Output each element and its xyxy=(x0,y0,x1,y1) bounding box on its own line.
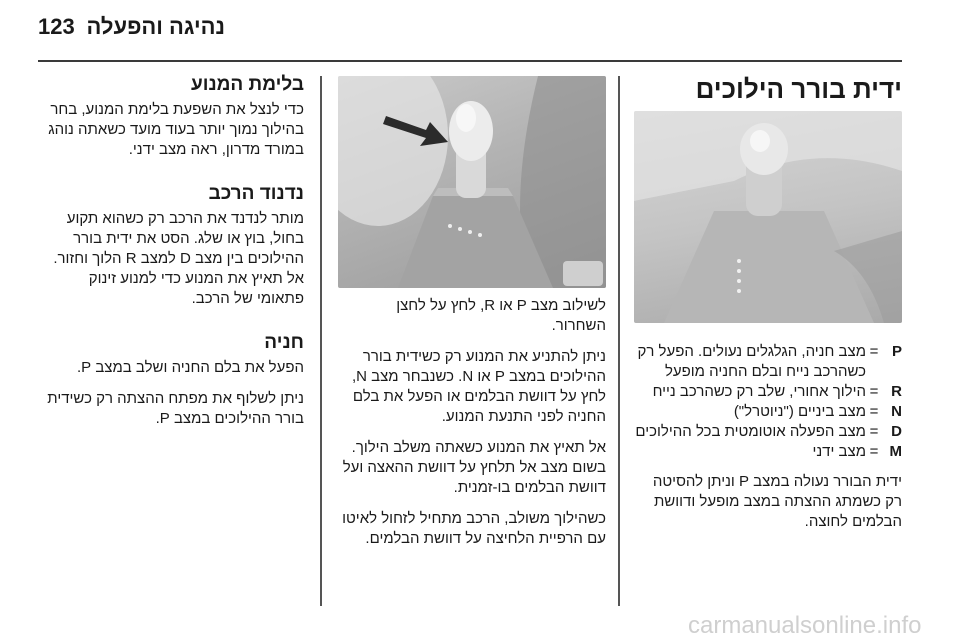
column-divider-left xyxy=(320,76,322,606)
gear-key: P xyxy=(891,343,902,360)
paragraph-creep: כשהילוך משולב, הרכב מתחיל לזחול לאיטו עם הרפיית הלחיצה על דוושת הבלמים. xyxy=(342,510,606,547)
page-number: 123 xyxy=(38,14,75,39)
gear-position-item: P = מצב חניה, הגלגלים נעולים. הפעל רק כשהרכב נייח ובלם החניה מופעל xyxy=(634,342,902,382)
paragraph-selector-lock: ידית הבורר נעולה במצב P וניתן להסיטה רק כשמתג ההצתה במצב מופעל ודוושת הבלמים לחוצה. xyxy=(652,473,902,530)
paragraph-no-acceleration: אל תאיץ את המנוע כשאתה משלב הילוך. בשום מצב אל תלחץ על דוושת ההאצה ועל דוושת הבלמים בו-זמנית. xyxy=(342,439,606,496)
gear-key: N xyxy=(891,403,902,420)
gear-selector-photo xyxy=(634,111,902,323)
gear-position-list xyxy=(634,342,902,462)
middle-column-text xyxy=(338,296,606,560)
shifter-release-button-photo xyxy=(338,76,606,288)
gear-description: מצב ביניים ("ניוטרל") xyxy=(733,403,866,420)
column-divider-right xyxy=(618,76,620,606)
right-column xyxy=(634,74,902,114)
gear-positions-block xyxy=(634,334,902,543)
header-rule xyxy=(38,60,902,62)
heading-rocking: נדנוד הרכב xyxy=(208,183,304,204)
gear-position-item: D = מצב הפעלה אוטומטית בכל ההילוכים xyxy=(635,423,902,440)
gear-position-item: N = מצב ביניים ("ניוטרל") xyxy=(634,402,902,422)
paragraph-parking-1: הפעל את בלם החניה ושלב במצב P. xyxy=(76,359,304,376)
gear-description: מצב הפעלה אוטומטית בכל ההילוכים xyxy=(635,423,866,440)
watermark: carmanualsonline.info xyxy=(688,612,922,639)
paragraph-engine-braking: כדי לנצל את השפעת בלימת המנוע, בחר בהילוך נמוך יותר בעוד מועד כשאתה נוהג במורד מדרון, ראה מצב ידני. xyxy=(48,101,304,158)
paragraph-rocking: מותר לנדנד את הרכב רק כשהוא תקוע בחול, בוץ או שלג. הסט את ידית בורר ההילוכים בין מצב D למצב R הלוך וחזור. אל תאיץ את המנוע כדי למנוע זינוק פתאומי של הרכב. xyxy=(53,210,304,307)
paragraph-release-button: לשילוב מצב P או R, לחץ על לחצן השחרור. xyxy=(396,297,606,334)
gear-key: M xyxy=(889,443,902,460)
left-column xyxy=(40,74,304,440)
paragraph-parking-2: ניתן לשלוף את מפתח ההצתה רק כשידית בורר ההילוכים במצב P. xyxy=(47,390,304,427)
heading-parking: חניה xyxy=(264,332,304,353)
gear-position-item: M = מצב ידני xyxy=(634,442,902,462)
gear-position-item: R = הילוך אחורי, שלב רק כשהרכב נייח xyxy=(634,382,902,402)
gear-description: מצב ידני xyxy=(812,443,866,460)
gear-description: הילוך אחורי, שלב רק כשהרכב נייח xyxy=(652,383,866,400)
gear-key: D xyxy=(891,423,902,440)
heading-engine-braking: בלימת המנוע xyxy=(190,74,304,95)
section-title: נהיגה והפעלה xyxy=(86,14,225,39)
paragraph-engine-start: ניתן להתניע את המנוע רק כשידית בורר ההילוכים במצב P או N. כשנבחר מצב N, לחץ על דוושת הבלמים או הפעל את בלם החניה לפני התנעת המנוע. xyxy=(351,348,606,425)
gear-description: מצב חניה, הגלגלים נעולים. הפעל רק כשהרכב נייח ובלם החניה מופעל xyxy=(637,343,866,380)
gear-key: R xyxy=(891,383,902,400)
heading-gear-selector: ידית בורר הילוכים xyxy=(695,74,902,104)
